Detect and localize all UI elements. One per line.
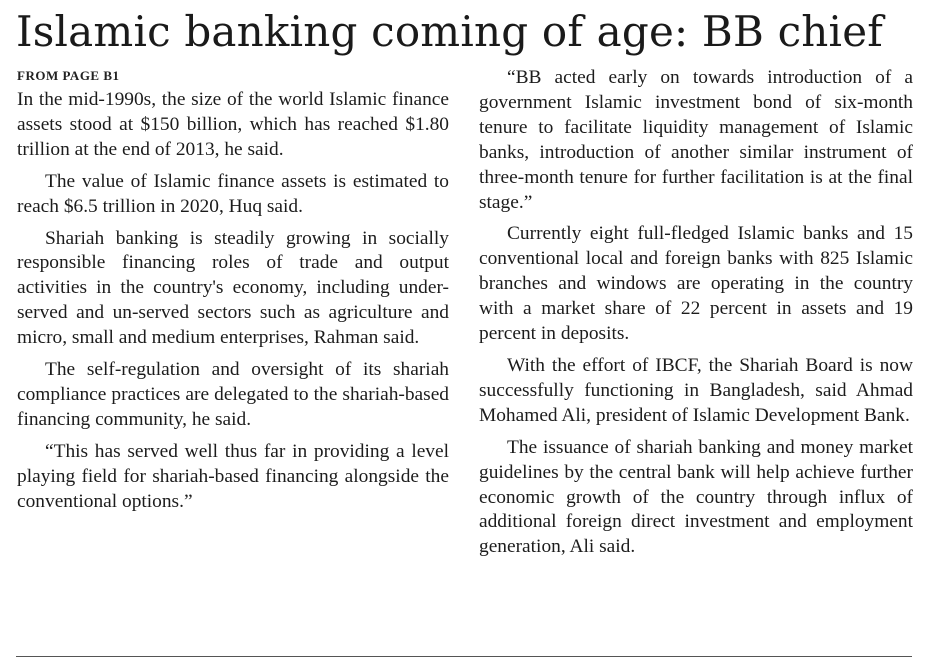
paragraph: “This has served well thus far in providing a level playing field for shariah-based financing alongside the conventional options.” (17, 440, 449, 512)
paragraph: With the effort of IBCF, the Shariah Board is now successfully functioning in Bangladesh, said Ahmad Mohamed Ali, president of Islamic Development Bank. (479, 354, 913, 426)
paragraph: In the mid-1990s, the size of the world Islamic finance assets stood at $150 billion, which has reached $1.80 trillion at the end of 2013, he said. (17, 89, 449, 160)
bottom-rule (16, 656, 912, 657)
jump-line: FROM PAGE B1 (17, 68, 120, 83)
paragraph: The value of Islamic finance assets is estimated to reach $6.5 trillion in 2020, Huq said. (17, 170, 449, 217)
paragraph: Shariah banking is steadily growing in socially responsible financing roles of trade and output activities in the country's economy, including under-served and un-served sectors such as agriculture and micro, small and medium enterprises, Rahman said. (17, 227, 449, 349)
article-column-left (17, 64, 449, 522)
article-column-right (479, 66, 913, 567)
paragraph: Currently eight full-fledged Islamic banks and 15 conventional local and foreign banks with 825 Islamic branches and windows are operating in the country with a market share of 22 percent in assets and 19 percent in deposits. (479, 223, 913, 345)
headline: Islamic banking coming of age: BB chief (16, 7, 883, 56)
paragraph: The issuance of shariah banking and money market guidelines by the central bank will help achieve further economic growth of the country through influx of additional foreign direct investment and employment generation, Ali said. (479, 436, 913, 558)
paragraph: “BB acted early on towards introduction of a government Islamic investment bond of six-month tenure to facilitate liquidity management of Islamic banks, introduction of another similar instrument of three-month tenure for further facilitation is at the final stage.” (479, 67, 913, 213)
paragraph: The self-regulation and oversight of its shariah compliance practices are delegated to the shariah-based financing community, he said. (17, 359, 449, 430)
